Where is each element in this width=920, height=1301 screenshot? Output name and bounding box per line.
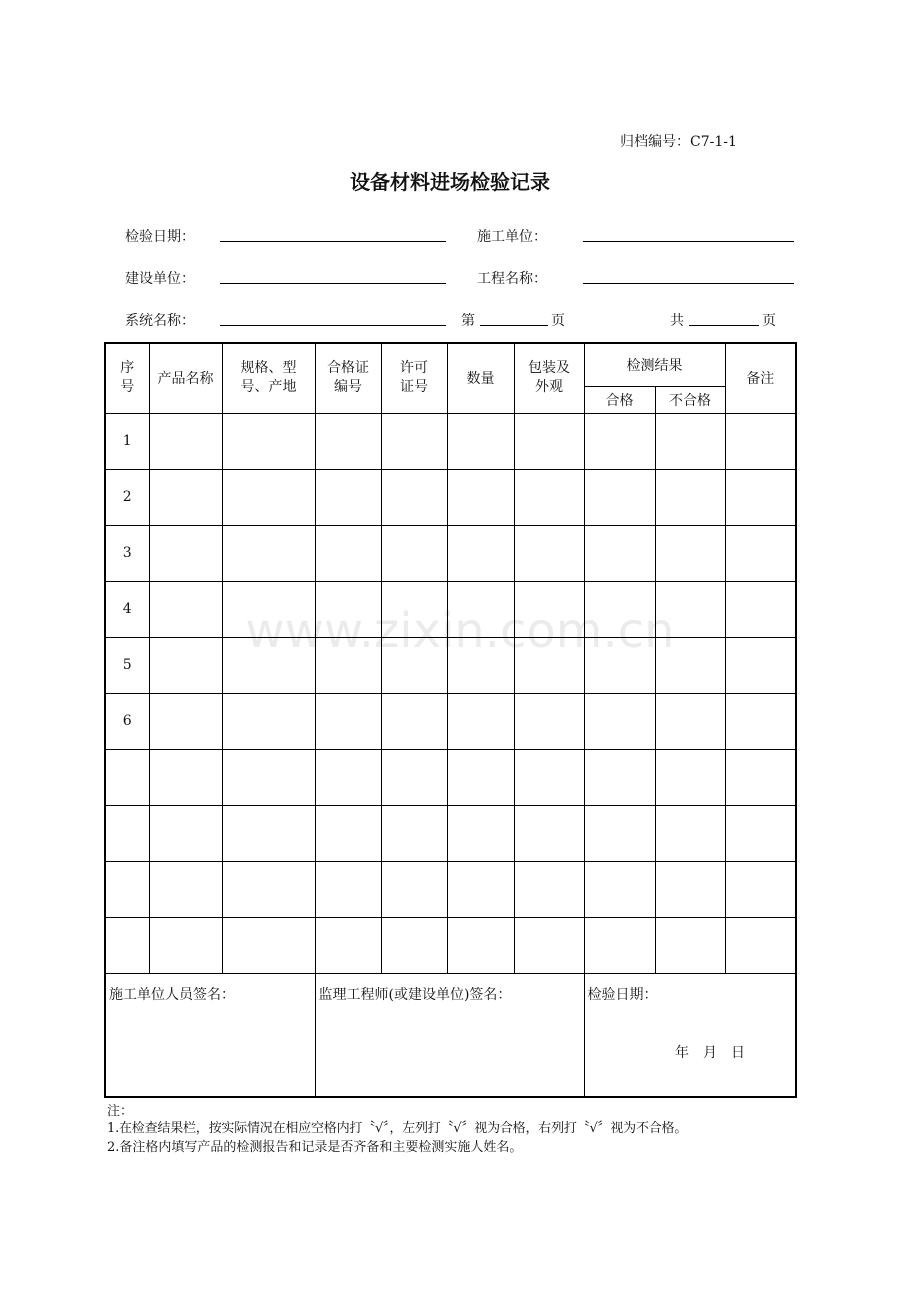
table-cell[interactable] xyxy=(315,805,381,861)
table-cell[interactable] xyxy=(222,413,315,469)
table-cell[interactable] xyxy=(381,917,447,973)
table-cell[interactable] xyxy=(584,917,655,973)
inspect-date-label: 检验日期： xyxy=(125,229,195,245)
table-cell[interactable] xyxy=(655,693,725,749)
table-cell[interactable] xyxy=(514,581,584,637)
table-cell[interactable] xyxy=(514,917,584,973)
table-cell[interactable] xyxy=(381,693,447,749)
header-seq: 序号 xyxy=(105,343,149,413)
signature-date-format: 年 月 日 xyxy=(675,1044,745,1061)
table-cell[interactable] xyxy=(514,693,584,749)
table-cell[interactable] xyxy=(222,581,315,637)
table-cell[interactable] xyxy=(447,413,514,469)
table-cell[interactable] xyxy=(315,693,381,749)
table-cell[interactable] xyxy=(447,581,514,637)
table-cell[interactable] xyxy=(149,917,222,973)
table-cell[interactable] xyxy=(222,525,315,581)
table-cell[interactable] xyxy=(514,637,584,693)
project-name-label: 工程名称： xyxy=(477,271,547,287)
table-cell[interactable] xyxy=(381,861,447,917)
page-suffix: 页 xyxy=(551,313,565,329)
table-cell[interactable] xyxy=(725,749,796,805)
table-cell[interactable] xyxy=(725,637,796,693)
table-row xyxy=(105,581,796,637)
table-cell[interactable] xyxy=(149,525,222,581)
table-cell[interactable] xyxy=(655,525,725,581)
row-seq xyxy=(105,805,149,861)
table-cell[interactable] xyxy=(222,917,315,973)
row-seq: 1 xyxy=(105,413,149,469)
note-item-1: 1.在检查结果栏，按实际情况在相应空格内打〝√〞，左列打〝√〞视为合格，右列打〝√〞视为不合格。 xyxy=(107,1121,688,1136)
table-cell[interactable] xyxy=(514,525,584,581)
total-suffix: 页 xyxy=(762,313,776,329)
table-cell[interactable] xyxy=(584,749,655,805)
table-cell[interactable] xyxy=(222,805,315,861)
table-cell[interactable] xyxy=(149,413,222,469)
table-cell[interactable] xyxy=(655,749,725,805)
table-cell[interactable] xyxy=(222,861,315,917)
table-row xyxy=(105,413,796,469)
header-fail: 不合格 xyxy=(655,386,725,413)
note-item-2: 2.备注格内填写产品的检测报告和记录是否齐备和主要检测实施人姓名。 xyxy=(107,1140,523,1155)
table-cell[interactable] xyxy=(584,637,655,693)
row-seq xyxy=(105,861,149,917)
table-cell[interactable] xyxy=(584,805,655,861)
watermark: www.zixin.com.cn xyxy=(245,603,675,659)
header-license: 许可证号 xyxy=(381,343,447,413)
table-cell[interactable] xyxy=(447,917,514,973)
table-cell[interactable] xyxy=(584,469,655,525)
table-cell[interactable] xyxy=(514,469,584,525)
row-seq xyxy=(105,917,149,973)
table-cell[interactable] xyxy=(655,413,725,469)
table-row xyxy=(105,693,796,749)
table-cell[interactable] xyxy=(149,581,222,637)
table-cell[interactable] xyxy=(381,637,447,693)
table-cell[interactable] xyxy=(315,581,381,637)
row-seq: 3 xyxy=(105,525,149,581)
table-cell[interactable] xyxy=(655,469,725,525)
table-cell[interactable] xyxy=(514,805,584,861)
table-cell[interactable] xyxy=(381,469,447,525)
table-cell[interactable] xyxy=(149,637,222,693)
table-cell[interactable] xyxy=(149,469,222,525)
row-seq xyxy=(105,749,149,805)
table-cell[interactable] xyxy=(315,413,381,469)
table-cell[interactable] xyxy=(222,469,315,525)
table-cell[interactable] xyxy=(381,805,447,861)
table-cell[interactable] xyxy=(315,637,381,693)
row-seq: 2 xyxy=(105,469,149,525)
table-cell[interactable] xyxy=(725,413,796,469)
table-cell[interactable] xyxy=(149,805,222,861)
notes-title: 注： xyxy=(107,1104,134,1119)
page-title: 设备材料进场检验记录 xyxy=(350,170,550,194)
table-cell[interactable] xyxy=(381,525,447,581)
table-cell[interactable] xyxy=(725,861,796,917)
table-cell[interactable] xyxy=(584,581,655,637)
header-cert: 合格证编号 xyxy=(315,343,381,413)
table-cell[interactable] xyxy=(222,637,315,693)
system-name-label: 系统名称： xyxy=(125,313,195,329)
construction-unit-field[interactable] xyxy=(583,241,794,242)
construction-signature-cell[interactable]: 施工单位人员签名： xyxy=(105,973,315,1097)
header-remark: 备注 xyxy=(725,343,796,413)
inspect-date-field[interactable] xyxy=(220,241,446,242)
construction-unit-label: 施工单位： xyxy=(477,229,547,245)
table-cell[interactable] xyxy=(584,525,655,581)
table-cell[interactable] xyxy=(447,861,514,917)
inspection-table xyxy=(104,342,797,1098)
build-unit-label: 建设单位： xyxy=(125,271,195,287)
table-cell[interactable] xyxy=(447,637,514,693)
supervisor-signature-cell[interactable]: 监理工程师(或建设单位)签名： xyxy=(315,973,584,1097)
table-cell[interactable] xyxy=(655,805,725,861)
table-cell[interactable] xyxy=(447,469,514,525)
table-cell[interactable] xyxy=(725,693,796,749)
header-pass: 合格 xyxy=(584,386,655,413)
table-cell[interactable] xyxy=(725,917,796,973)
project-name-field[interactable] xyxy=(583,283,794,284)
table-cell[interactable] xyxy=(149,749,222,805)
table-cell[interactable] xyxy=(725,581,796,637)
table-cell[interactable] xyxy=(725,525,796,581)
table-cell[interactable] xyxy=(584,693,655,749)
table-row xyxy=(105,805,796,861)
table-cell[interactable] xyxy=(447,749,514,805)
table-cell[interactable] xyxy=(447,525,514,581)
notes xyxy=(107,1103,797,1156)
table-cell[interactable] xyxy=(315,469,381,525)
table-cell[interactable] xyxy=(584,861,655,917)
table-cell[interactable] xyxy=(315,861,381,917)
header-quantity: 数量 xyxy=(447,343,514,413)
page-number-field[interactable] xyxy=(480,325,548,326)
header-package: 包装及外观 xyxy=(514,343,584,413)
table-cell[interactable] xyxy=(514,749,584,805)
table-cell[interactable] xyxy=(222,693,315,749)
archive-number: 归档编号：C7-1-1 xyxy=(620,134,737,150)
table-cell[interactable] xyxy=(655,917,725,973)
table-cell[interactable] xyxy=(381,749,447,805)
table-cell[interactable] xyxy=(725,805,796,861)
table-row xyxy=(105,637,796,693)
table-row xyxy=(105,469,796,525)
table-row xyxy=(105,525,796,581)
table-cell[interactable] xyxy=(584,413,655,469)
table-cell[interactable] xyxy=(149,861,222,917)
total-pages-field[interactable] xyxy=(689,325,759,326)
total-prefix: 共 xyxy=(670,313,684,329)
signature-date-label: 检验日期： xyxy=(587,986,658,1003)
table-cell[interactable] xyxy=(447,693,514,749)
date-signature-cell[interactable] xyxy=(584,973,796,1097)
row-seq: 6 xyxy=(105,693,149,749)
table-cell[interactable] xyxy=(655,861,725,917)
table-row xyxy=(105,861,796,917)
table-cell[interactable] xyxy=(381,581,447,637)
table-cell[interactable] xyxy=(514,413,584,469)
system-name-field[interactable] xyxy=(220,325,446,326)
table-row xyxy=(105,917,796,973)
table-cell[interactable] xyxy=(655,581,725,637)
table-cell[interactable] xyxy=(149,693,222,749)
row-seq: 4 xyxy=(105,581,149,637)
table-cell[interactable] xyxy=(725,469,796,525)
table-cell[interactable] xyxy=(315,917,381,973)
row-seq: 5 xyxy=(105,637,149,693)
table-cell[interactable] xyxy=(222,749,315,805)
table-cell[interactable] xyxy=(381,413,447,469)
header-result: 检测结果 xyxy=(584,343,725,386)
table-cell[interactable] xyxy=(514,861,584,917)
table-cell[interactable] xyxy=(315,525,381,581)
build-unit-field[interactable] xyxy=(220,283,446,284)
header-product: 产品名称 xyxy=(149,343,222,413)
header-spec: 规格、型号、产地 xyxy=(222,343,315,413)
table-row xyxy=(105,749,796,805)
table-cell[interactable] xyxy=(655,637,725,693)
table-cell[interactable] xyxy=(447,805,514,861)
table-cell[interactable] xyxy=(315,749,381,805)
page-prefix: 第 xyxy=(461,313,475,329)
